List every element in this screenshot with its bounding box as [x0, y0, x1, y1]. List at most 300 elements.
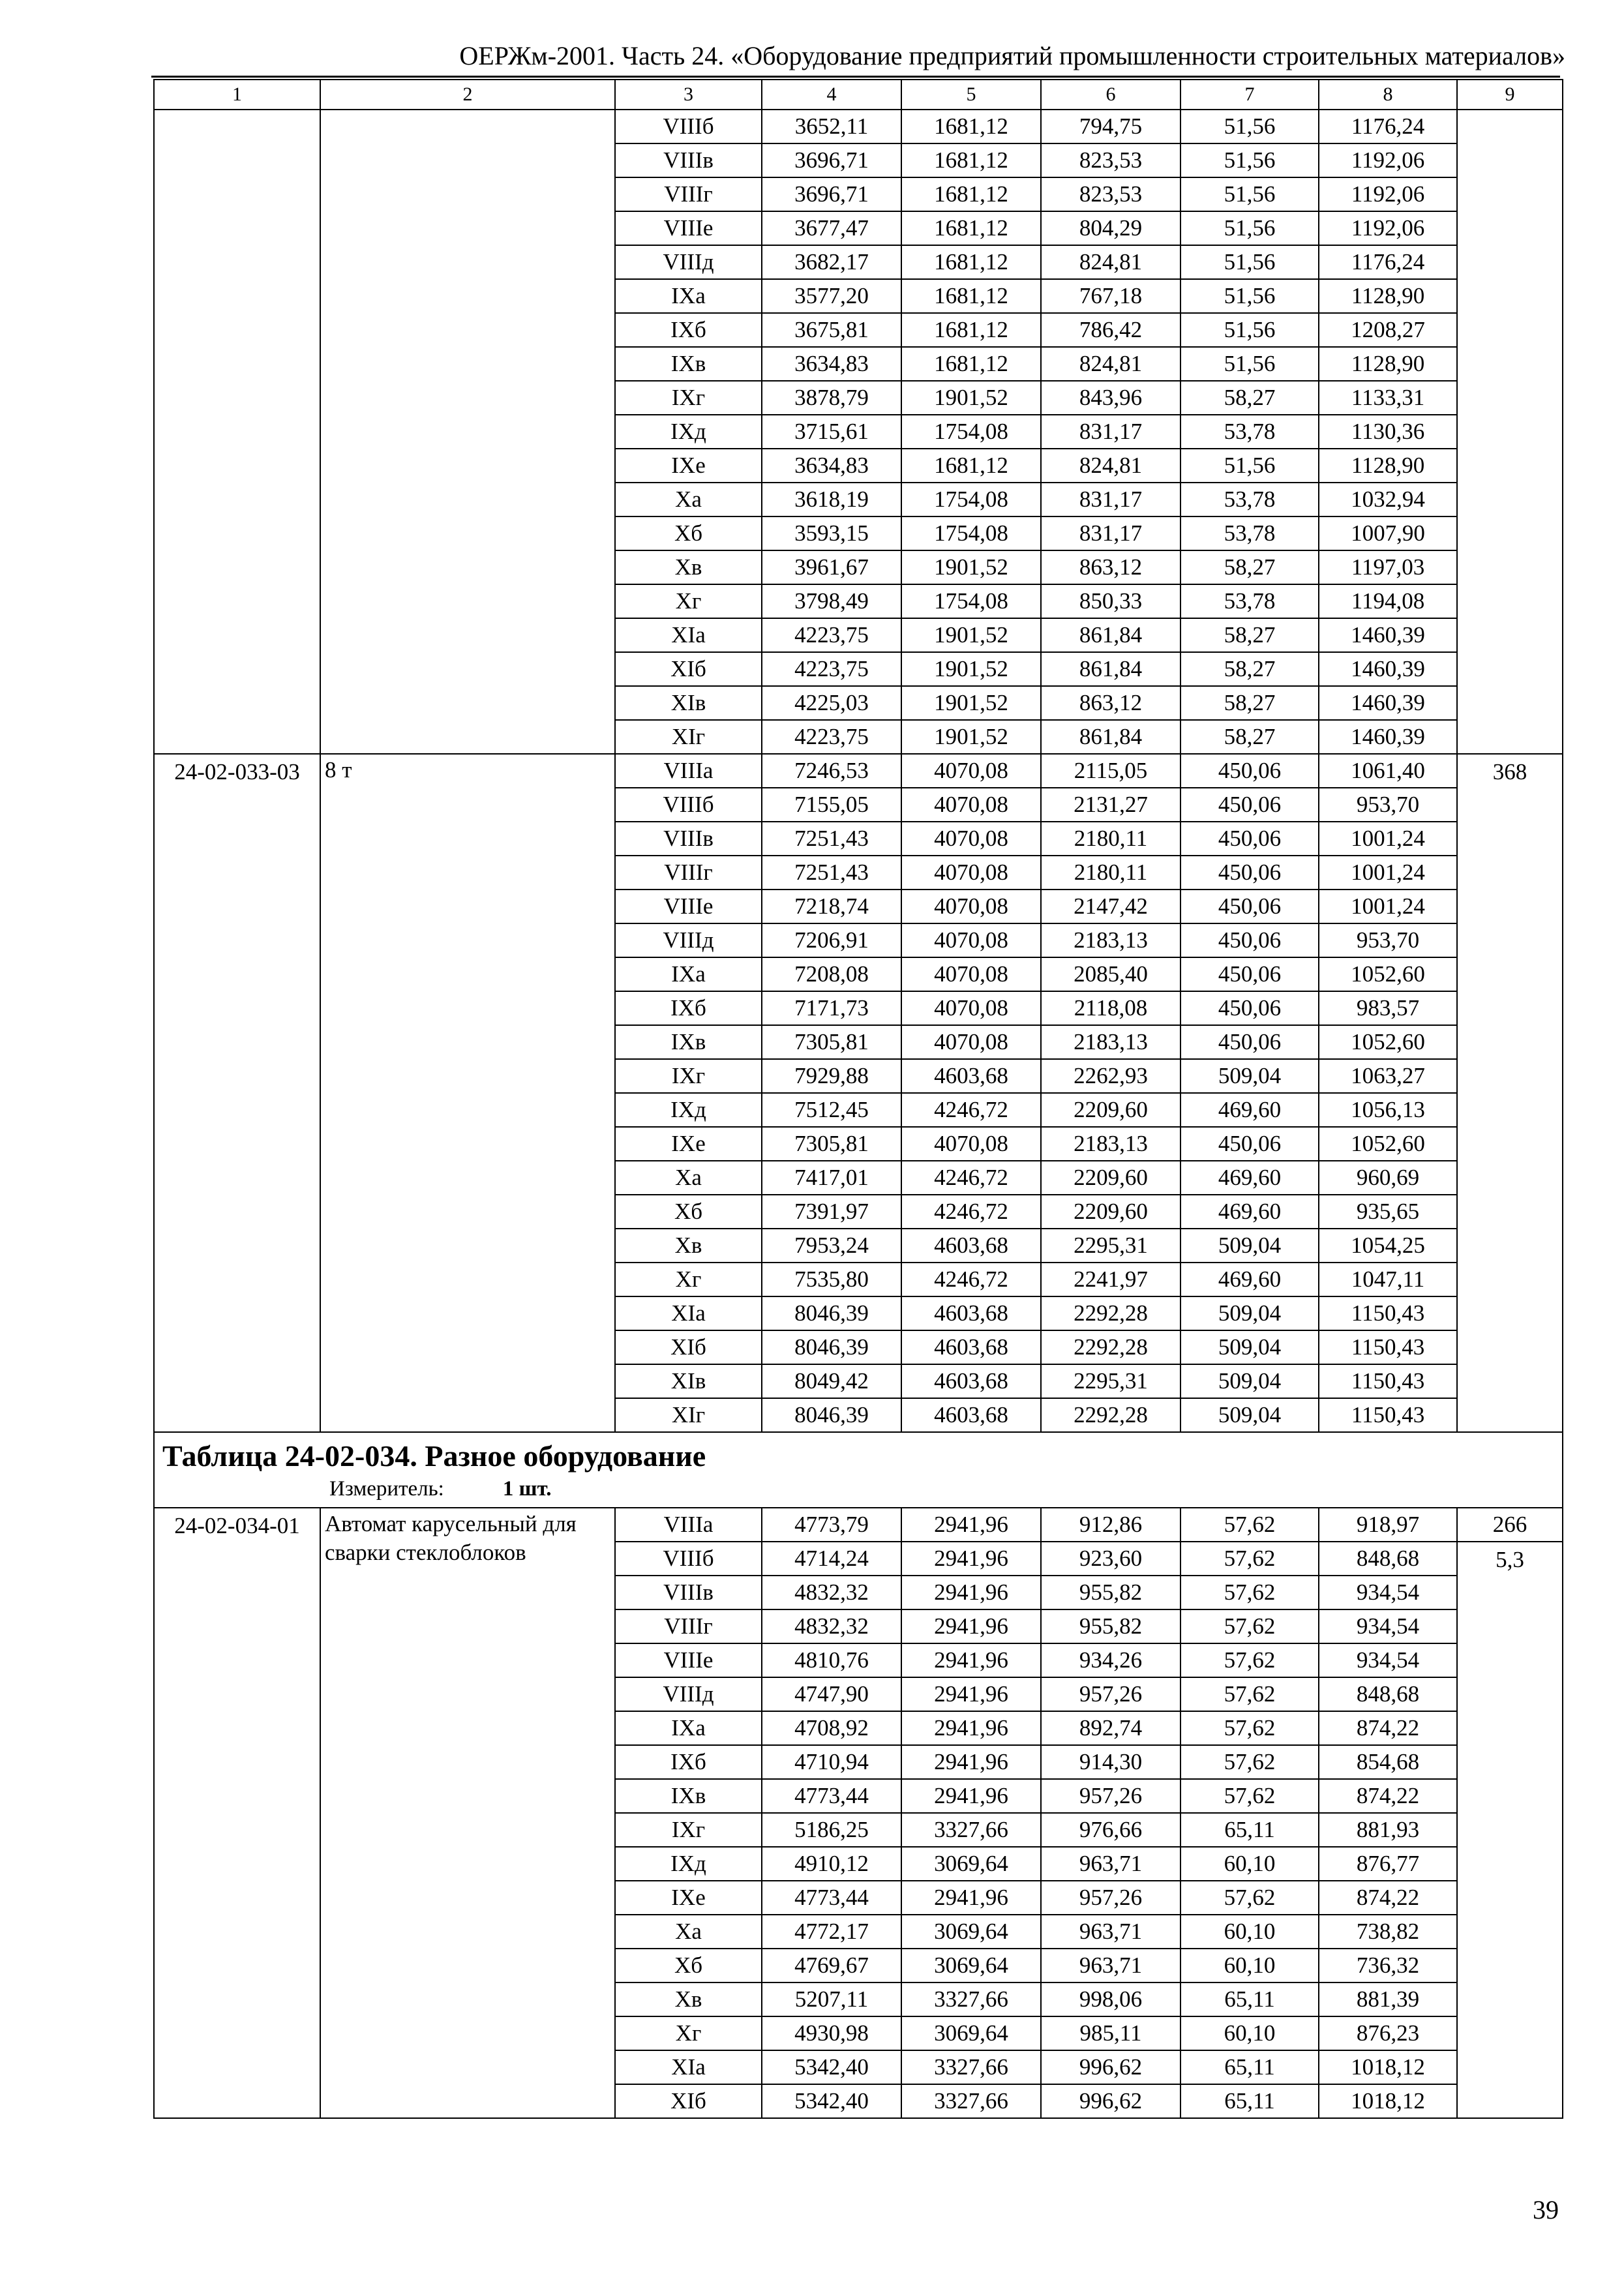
price-value: 935,65: [1319, 1195, 1457, 1229]
price-value: 450,06: [1180, 1127, 1319, 1161]
price-value: 450,06: [1180, 856, 1319, 890]
price-value: 57,62: [1180, 1711, 1319, 1745]
price-value: 1901,52: [901, 652, 1041, 686]
price-value: 2209,60: [1041, 1093, 1180, 1127]
region-zone: VIIIе: [615, 211, 762, 245]
price-value: 1128,90: [1319, 449, 1457, 483]
price-value: 450,06: [1180, 923, 1319, 957]
price-value: 509,04: [1180, 1330, 1319, 1364]
price-value: 3696,71: [762, 143, 901, 177]
price-value: 923,60: [1041, 1542, 1180, 1576]
price-value: 912,86: [1041, 1508, 1180, 1542]
price-value: 4773,44: [762, 1779, 901, 1813]
price-value: 1460,39: [1319, 618, 1457, 652]
price-value: 996,62: [1041, 2084, 1180, 2118]
price-value: 7155,05: [762, 788, 901, 822]
price-value: 4223,75: [762, 618, 901, 652]
price-value: 1754,08: [901, 483, 1041, 516]
region-zone: VIIIд: [615, 1677, 762, 1711]
price-value: 469,60: [1180, 1263, 1319, 1296]
price-value: 823,53: [1041, 143, 1180, 177]
price-value: 3961,67: [762, 550, 901, 584]
column-number: 8: [1319, 80, 1457, 110]
price-value: 957,26: [1041, 1677, 1180, 1711]
price-value: 4714,24: [762, 1542, 901, 1576]
price-value: 1001,24: [1319, 856, 1457, 890]
header-rule: [151, 76, 1560, 78]
price-value: 874,22: [1319, 1881, 1457, 1915]
price-value: 1150,43: [1319, 1296, 1457, 1330]
price-value: 2941,96: [901, 1779, 1041, 1813]
price-value: 1901,52: [901, 686, 1041, 720]
price-value: 1176,24: [1319, 110, 1457, 143]
price-value: 2292,28: [1041, 1330, 1180, 1364]
price-value: 450,06: [1180, 788, 1319, 822]
price-value: 7171,73: [762, 991, 901, 1025]
column-number: 5: [901, 80, 1041, 110]
item-name: 8 т: [320, 754, 615, 1432]
price-value: 4772,17: [762, 1915, 901, 1949]
price-value: 65,11: [1180, 1982, 1319, 2016]
price-value: 874,22: [1319, 1711, 1457, 1745]
price-value: 7251,43: [762, 856, 901, 890]
region-zone: Xб: [615, 1949, 762, 1982]
region-zone: VIIIе: [615, 890, 762, 923]
price-value: 57,62: [1180, 1779, 1319, 1813]
region-zone: XIг: [615, 720, 762, 754]
price-value: 1150,43: [1319, 1364, 1457, 1398]
price-value: 7929,88: [762, 1059, 901, 1093]
price-value: 8049,42: [762, 1364, 901, 1398]
price-value: 1192,06: [1319, 177, 1457, 211]
table-title: Таблица 24-02-034. Разное оборудование: [162, 1439, 706, 1473]
price-value: 2262,93: [1041, 1059, 1180, 1093]
price-value: 469,60: [1180, 1195, 1319, 1229]
price-value: 8046,39: [762, 1296, 901, 1330]
price-value: 3675,81: [762, 313, 901, 347]
price-value: 4070,08: [901, 991, 1041, 1025]
price-value: 5342,40: [762, 2084, 901, 2118]
region-zone: Xа: [615, 1161, 762, 1195]
price-value: 876,23: [1319, 2016, 1457, 2050]
price-value: 51,56: [1180, 177, 1319, 211]
price-value: 65,11: [1180, 2050, 1319, 2084]
price-value: 4747,90: [762, 1677, 901, 1711]
price-value: 3682,17: [762, 245, 901, 279]
price-value: 3696,71: [762, 177, 901, 211]
region-zone: VIIIг: [615, 177, 762, 211]
price-value: 4708,92: [762, 1711, 901, 1745]
price-value: 861,84: [1041, 618, 1180, 652]
price-value: 2183,13: [1041, 1025, 1180, 1059]
price-value: 1681,12: [901, 110, 1041, 143]
region-zone: VIIIб: [615, 1542, 762, 1576]
price-value: 4246,72: [901, 1161, 1041, 1195]
price-value: 1192,06: [1319, 143, 1457, 177]
region-zone: XIб: [615, 652, 762, 686]
price-value: 509,04: [1180, 1229, 1319, 1263]
price-value: 824,81: [1041, 245, 1180, 279]
price-value: 57,62: [1180, 1508, 1319, 1542]
measure-value: 1 шт.: [502, 1477, 552, 1501]
region-zone: IXб: [615, 1745, 762, 1779]
region-zone: Xг: [615, 1263, 762, 1296]
region-zone: IXе: [615, 1881, 762, 1915]
price-value: 5207,11: [762, 1982, 901, 2016]
table-title-row: [154, 1432, 1563, 1508]
price-value: 861,84: [1041, 652, 1180, 686]
region-zone: IXг: [615, 381, 762, 415]
price-value: 58,27: [1180, 652, 1319, 686]
price-value: 831,17: [1041, 415, 1180, 449]
price-value: 1133,31: [1319, 381, 1457, 415]
region-zone: VIIIв: [615, 822, 762, 856]
region-zone: XIв: [615, 686, 762, 720]
price-value: 51,56: [1180, 110, 1319, 143]
region-zone: VIIIд: [615, 245, 762, 279]
price-value: 4603,68: [901, 1296, 1041, 1330]
region-zone: VIIIб: [615, 788, 762, 822]
price-value: 3798,49: [762, 584, 901, 618]
price-value: 3327,66: [901, 2084, 1041, 2118]
region-zone: Xб: [615, 516, 762, 550]
price-value: 509,04: [1180, 1364, 1319, 1398]
price-value: 4832,32: [762, 1576, 901, 1609]
table-row: [154, 110, 1563, 143]
price-value: 1130,36: [1319, 415, 1457, 449]
item-name: [320, 110, 615, 754]
price-value: 450,06: [1180, 754, 1319, 788]
price-value: 7512,45: [762, 1093, 901, 1127]
price-value: 1047,11: [1319, 1263, 1457, 1296]
price-value: 3069,64: [901, 1847, 1041, 1881]
price-value: 767,18: [1041, 279, 1180, 313]
price-value: 3878,79: [762, 381, 901, 415]
price-value: 2941,96: [901, 1508, 1041, 1542]
price-value: 955,82: [1041, 1576, 1180, 1609]
price-value: 1460,39: [1319, 686, 1457, 720]
column-number-row: [154, 80, 1563, 110]
table-title-cell: [154, 1432, 1563, 1508]
price-value: 4603,68: [901, 1229, 1041, 1263]
price-value: 2941,96: [901, 1576, 1041, 1609]
region-zone: Xв: [615, 550, 762, 584]
page-number: 39: [1533, 2195, 1559, 2224]
price-value: 4223,75: [762, 652, 901, 686]
price-value: 509,04: [1180, 1398, 1319, 1432]
region-zone: IXв: [615, 347, 762, 381]
price-value: 1901,52: [901, 550, 1041, 584]
price-value: 1001,24: [1319, 822, 1457, 856]
price-value: 57,62: [1180, 1609, 1319, 1643]
price-value: 8046,39: [762, 1330, 901, 1364]
price-value: 57,62: [1180, 1576, 1319, 1609]
price-value: 4910,12: [762, 1847, 901, 1881]
price-value: 824,81: [1041, 347, 1180, 381]
price-value: 4710,94: [762, 1745, 901, 1779]
price-value: 51,56: [1180, 347, 1319, 381]
price-value: 3634,83: [762, 449, 901, 483]
region-zone: VIIIг: [615, 1609, 762, 1643]
price-value: 58,27: [1180, 720, 1319, 754]
price-value: 1901,52: [901, 720, 1041, 754]
price-value: 7251,43: [762, 822, 901, 856]
price-value: 4070,08: [901, 788, 1041, 822]
price-value: 1018,12: [1319, 2050, 1457, 2084]
price-value: 957,26: [1041, 1881, 1180, 1915]
region-zone: IXв: [615, 1025, 762, 1059]
price-value: 738,82: [1319, 1915, 1457, 1949]
price-value: 2292,28: [1041, 1398, 1180, 1432]
price-value: 3069,64: [901, 1949, 1041, 1982]
price-value: 4246,72: [901, 1093, 1041, 1127]
price-value: 1681,12: [901, 211, 1041, 245]
price-value: 996,62: [1041, 2050, 1180, 2084]
price-value: 4070,08: [901, 754, 1041, 788]
price-value: 2085,40: [1041, 957, 1180, 991]
price-value: 4070,08: [901, 822, 1041, 856]
region-zone: IXд: [615, 1093, 762, 1127]
price-value: 1754,08: [901, 584, 1041, 618]
item-name: Автомат карусельный для сварки стеклоблоков: [320, 1508, 615, 2118]
table-row: [154, 1508, 1563, 1542]
price-value: 2292,28: [1041, 1296, 1180, 1330]
price-value: 794,75: [1041, 110, 1180, 143]
region-zone: Xв: [615, 1982, 762, 2016]
price-value: 934,26: [1041, 1643, 1180, 1677]
running-header: ОЕРЖм-2001. Часть 24. «Оборудование предприятий промышленности строительных материалов»: [459, 41, 1565, 70]
price-value: 824,81: [1041, 449, 1180, 483]
price-value: 1681,12: [901, 313, 1041, 347]
price-value: 3715,61: [762, 415, 901, 449]
price-value: 1052,60: [1319, 1127, 1457, 1161]
price-value: 1681,12: [901, 279, 1041, 313]
price-value: 953,70: [1319, 788, 1457, 822]
region-zone: VIIIе: [615, 1643, 762, 1677]
price-value: 1056,13: [1319, 1093, 1457, 1127]
resource-value: 368: [1457, 754, 1563, 1432]
item-code: 24-02-034-01: [154, 1508, 320, 2118]
price-value: 1681,12: [901, 347, 1041, 381]
price-value: 1150,43: [1319, 1398, 1457, 1432]
price-value: 2941,96: [901, 1881, 1041, 1915]
price-value: 7246,53: [762, 754, 901, 788]
region-zone: Xа: [615, 1915, 762, 1949]
price-value: 1192,06: [1319, 211, 1457, 245]
price-value: 65,11: [1180, 2084, 1319, 2118]
price-value: 2115,05: [1041, 754, 1180, 788]
price-value: 1208,27: [1319, 313, 1457, 347]
price-value: 469,60: [1180, 1161, 1319, 1195]
price-value: 57,62: [1180, 1745, 1319, 1779]
price-value: 7206,91: [762, 923, 901, 957]
price-value: 2183,13: [1041, 1127, 1180, 1161]
region-zone: XIб: [615, 1330, 762, 1364]
region-zone: Xг: [615, 2016, 762, 2050]
price-value: 4603,68: [901, 1059, 1041, 1093]
item-code: [154, 110, 320, 754]
price-value: 983,57: [1319, 991, 1457, 1025]
region-zone: IXе: [615, 449, 762, 483]
price-value: 850,33: [1041, 584, 1180, 618]
price-value: 876,77: [1319, 1847, 1457, 1881]
price-value: 2941,96: [901, 1643, 1041, 1677]
price-value: 881,93: [1319, 1813, 1457, 1847]
column-number: 9: [1457, 80, 1563, 110]
price-value: 823,53: [1041, 177, 1180, 211]
price-value: 450,06: [1180, 957, 1319, 991]
price-value: 4070,08: [901, 957, 1041, 991]
price-value: 1754,08: [901, 516, 1041, 550]
table-row: [154, 754, 1563, 788]
price-value: 51,56: [1180, 313, 1319, 347]
price-value: 848,68: [1319, 1677, 1457, 1711]
price-value: 1681,12: [901, 245, 1041, 279]
price-value: 998,06: [1041, 1982, 1180, 2016]
price-value: 58,27: [1180, 618, 1319, 652]
price-value: 2941,96: [901, 1745, 1041, 1779]
region-zone: VIIIв: [615, 1576, 762, 1609]
price-value: 3577,20: [762, 279, 901, 313]
price-value: 7953,24: [762, 1229, 901, 1263]
price-value: 2180,11: [1041, 856, 1180, 890]
price-value: 4603,68: [901, 1330, 1041, 1364]
price-value: 7417,01: [762, 1161, 901, 1195]
region-zone: XIа: [615, 1296, 762, 1330]
price-value: 509,04: [1180, 1296, 1319, 1330]
region-zone: Xа: [615, 483, 762, 516]
price-value: 863,12: [1041, 550, 1180, 584]
price-value: 58,27: [1180, 550, 1319, 584]
region-zone: IXг: [615, 1813, 762, 1847]
price-value: 450,06: [1180, 991, 1319, 1025]
price-value: 3652,11: [762, 110, 901, 143]
price-value: 2131,27: [1041, 788, 1180, 822]
price-value: 51,56: [1180, 449, 1319, 483]
price-value: 2183,13: [1041, 923, 1180, 957]
price-value: 53,78: [1180, 516, 1319, 550]
region-zone: VIIIа: [615, 754, 762, 788]
region-zone: IXв: [615, 1779, 762, 1813]
price-value: 2147,42: [1041, 890, 1180, 923]
price-value: 1001,24: [1319, 890, 1457, 923]
price-value: 53,78: [1180, 483, 1319, 516]
region-zone: Xб: [615, 1195, 762, 1229]
region-zone: IXд: [615, 1847, 762, 1881]
price-value: 1681,12: [901, 177, 1041, 211]
region-zone: XIб: [615, 2084, 762, 2118]
region-zone: IXа: [615, 1711, 762, 1745]
price-value: 957,26: [1041, 1779, 1180, 1813]
resource-value: 266: [1457, 1508, 1563, 1542]
price-value: 3618,19: [762, 483, 901, 516]
price-value: 450,06: [1180, 1025, 1319, 1059]
price-value: 4603,68: [901, 1364, 1041, 1398]
price-value: 8046,39: [762, 1398, 901, 1432]
price-value: 3327,66: [901, 1813, 1041, 1847]
price-value: 963,71: [1041, 1847, 1180, 1881]
price-value: 7305,81: [762, 1127, 901, 1161]
price-value: 1681,12: [901, 449, 1041, 483]
price-value: 450,06: [1180, 822, 1319, 856]
price-value: 7535,80: [762, 1263, 901, 1296]
price-value: 2941,96: [901, 1542, 1041, 1576]
column-number: 1: [154, 80, 320, 110]
price-value: 60,10: [1180, 2016, 1319, 2050]
price-value: 2180,11: [1041, 822, 1180, 856]
price-value: 4603,68: [901, 1398, 1041, 1432]
region-zone: IXб: [615, 313, 762, 347]
price-value: 5342,40: [762, 2050, 901, 2084]
price-value: 1150,43: [1319, 1330, 1457, 1364]
price-value: 3327,66: [901, 2050, 1041, 2084]
price-value: 51,56: [1180, 245, 1319, 279]
resource-value: 5,3: [1457, 1542, 1563, 2118]
price-value: 736,32: [1319, 1949, 1457, 1982]
region-zone: VIIIг: [615, 856, 762, 890]
price-value: 2295,31: [1041, 1229, 1180, 1263]
price-value: 509,04: [1180, 1059, 1319, 1093]
price-table: [153, 79, 1563, 2119]
region-zone: XIг: [615, 1398, 762, 1432]
price-value: 5186,25: [762, 1813, 901, 1847]
price-value: 804,29: [1041, 211, 1180, 245]
price-value: 934,54: [1319, 1576, 1457, 1609]
price-value: 4810,76: [762, 1643, 901, 1677]
price-value: 914,30: [1041, 1745, 1180, 1779]
price-value: 4930,98: [762, 2016, 901, 2050]
column-number: 3: [615, 80, 762, 110]
price-value: 1054,25: [1319, 1229, 1457, 1263]
price-value: 4070,08: [901, 890, 1041, 923]
price-value: 2941,96: [901, 1711, 1041, 1745]
resource-value: [1457, 110, 1563, 754]
price-value: 2941,96: [901, 1609, 1041, 1643]
price-value: 60,10: [1180, 1949, 1319, 1982]
price-value: 831,17: [1041, 516, 1180, 550]
price-value: 51,56: [1180, 143, 1319, 177]
price-value: 4246,72: [901, 1195, 1041, 1229]
price-value: 469,60: [1180, 1093, 1319, 1127]
price-value: 58,27: [1180, 381, 1319, 415]
price-value: 1128,90: [1319, 279, 1457, 313]
price-value: 1007,90: [1319, 516, 1457, 550]
price-value: 786,42: [1041, 313, 1180, 347]
price-value: 863,12: [1041, 686, 1180, 720]
price-value: 2209,60: [1041, 1195, 1180, 1229]
price-value: 3677,47: [762, 211, 901, 245]
price-value: 4246,72: [901, 1263, 1041, 1296]
price-value: 934,54: [1319, 1643, 1457, 1677]
price-value: 985,11: [1041, 2016, 1180, 2050]
price-value: 960,69: [1319, 1161, 1457, 1195]
region-zone: Xг: [615, 584, 762, 618]
region-zone: IXд: [615, 415, 762, 449]
price-value: 861,84: [1041, 720, 1180, 754]
price-value: 1754,08: [901, 415, 1041, 449]
price-value: 934,54: [1319, 1609, 1457, 1643]
price-value: 848,68: [1319, 1542, 1457, 1576]
price-value: 1128,90: [1319, 347, 1457, 381]
price-value: 3593,15: [762, 516, 901, 550]
price-value: 3634,83: [762, 347, 901, 381]
region-zone: VIIIб: [615, 110, 762, 143]
price-value: 7208,08: [762, 957, 901, 991]
region-zone: XIа: [615, 2050, 762, 2084]
price-value: 2241,97: [1041, 1263, 1180, 1296]
price-value: 3069,64: [901, 2016, 1041, 2050]
price-value: 2941,96: [901, 1677, 1041, 1711]
